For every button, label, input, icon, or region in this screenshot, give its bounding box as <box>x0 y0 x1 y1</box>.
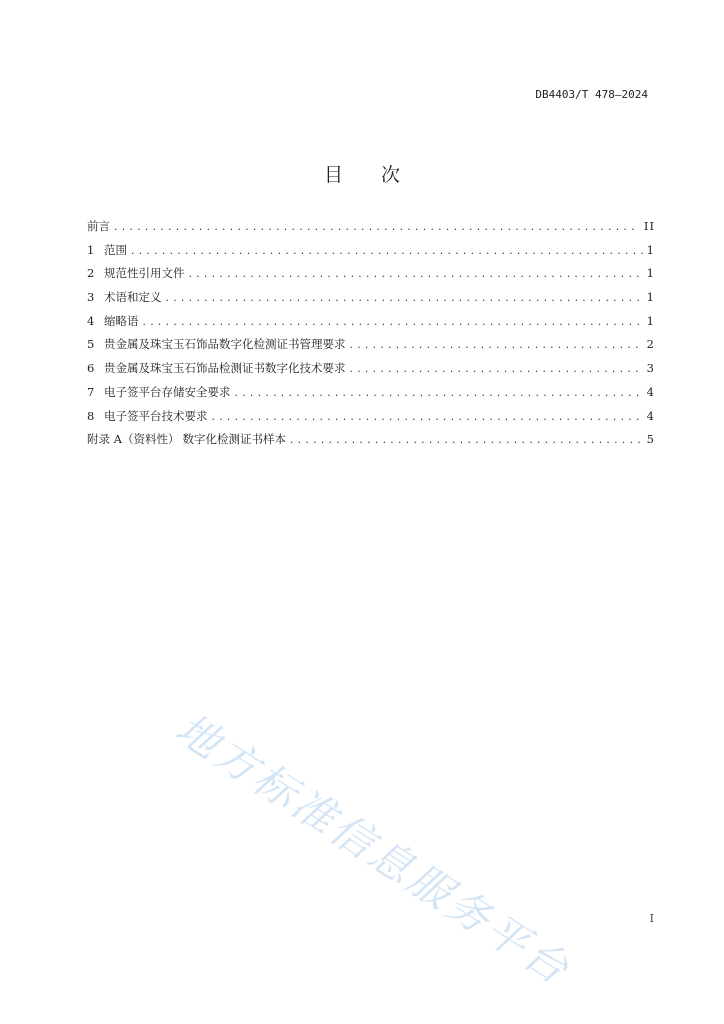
toc-appendix-prefix: 附录 A（资料性） <box>87 432 180 447</box>
toc-entry-2[interactable] <box>87 265 655 289</box>
toc-entry-label: 数字化检测证书样本 <box>182 432 286 447</box>
toc-entry-6[interactable] <box>87 360 655 384</box>
toc-entry-page: 1 <box>646 313 655 328</box>
toc-entry-number: 4 <box>87 313 95 328</box>
toc-entry-number: 7 <box>87 384 95 399</box>
toc-entry-number: 1 <box>87 242 95 257</box>
toc-leader-dots <box>130 247 643 257</box>
toc-leader-dots <box>113 223 640 233</box>
toc-entry-page: 3 <box>646 361 655 376</box>
toc-entry-5[interactable] <box>87 336 655 360</box>
toc-leader-dots <box>349 365 643 375</box>
table-of-contents <box>87 218 655 455</box>
toc-entry-label: 规范性引用文件 <box>104 266 185 281</box>
toc-entry-label: 术语和定义 <box>104 290 162 305</box>
toc-entry-8[interactable] <box>87 408 655 432</box>
toc-leader-dots <box>289 436 643 446</box>
toc-entry-page: 5 <box>646 432 655 447</box>
toc-leader-dots <box>349 341 643 351</box>
document-code: DB4403/T 478—2024 <box>535 88 648 101</box>
toc-entry-number: 6 <box>87 361 95 376</box>
toc-entry-number: 2 <box>87 266 95 281</box>
toc-entry-page: 1 <box>646 242 655 257</box>
toc-title: 目次 <box>323 164 438 186</box>
toc-entry-page: 4 <box>646 384 655 399</box>
toc-entry-3[interactable] <box>87 289 655 313</box>
toc-leader-dots <box>165 294 643 304</box>
watermark: 地方标准信息服务平台 <box>167 703 580 996</box>
toc-entry-label: 贵金属及珠宝玉石饰品数字化检测证书管理要求 <box>104 337 346 352</box>
toc-entry-page: 4 <box>646 408 655 423</box>
toc-entry-1[interactable] <box>87 242 655 266</box>
toc-entry-label: 缩略语 <box>104 313 139 328</box>
toc-entry-page: 1 <box>646 290 655 305</box>
toc-leader-dots <box>211 413 643 423</box>
toc-entry-label: 电子签平台技术要求 <box>104 408 208 423</box>
toc-entry-4[interactable] <box>87 313 655 337</box>
toc-entry-page: 1 <box>646 266 655 281</box>
toc-leader-dots <box>142 318 643 328</box>
toc-entry-page: 2 <box>646 337 655 352</box>
toc-leader-dots <box>188 270 643 280</box>
toc-entry-foreword[interactable] <box>87 218 655 242</box>
toc-leader-dots <box>234 389 643 399</box>
toc-entry-number: 5 <box>87 337 95 352</box>
toc-entry-page: II <box>643 219 655 233</box>
toc-entry-label: 贵金属及珠宝玉石饰品检测证书数字化技术要求 <box>104 361 346 376</box>
toc-entry-7[interactable] <box>87 384 655 408</box>
toc-entry-label: 电子签平台存储安全要求 <box>104 384 231 399</box>
toc-entry-number: 8 <box>87 408 95 423</box>
toc-entry-label: 前言 <box>87 219 110 233</box>
toc-entry-label: 范围 <box>104 242 127 257</box>
toc-entry-number: 3 <box>87 290 95 305</box>
page-number: I <box>649 912 654 925</box>
toc-entry-appendix-a[interactable] <box>87 431 655 455</box>
